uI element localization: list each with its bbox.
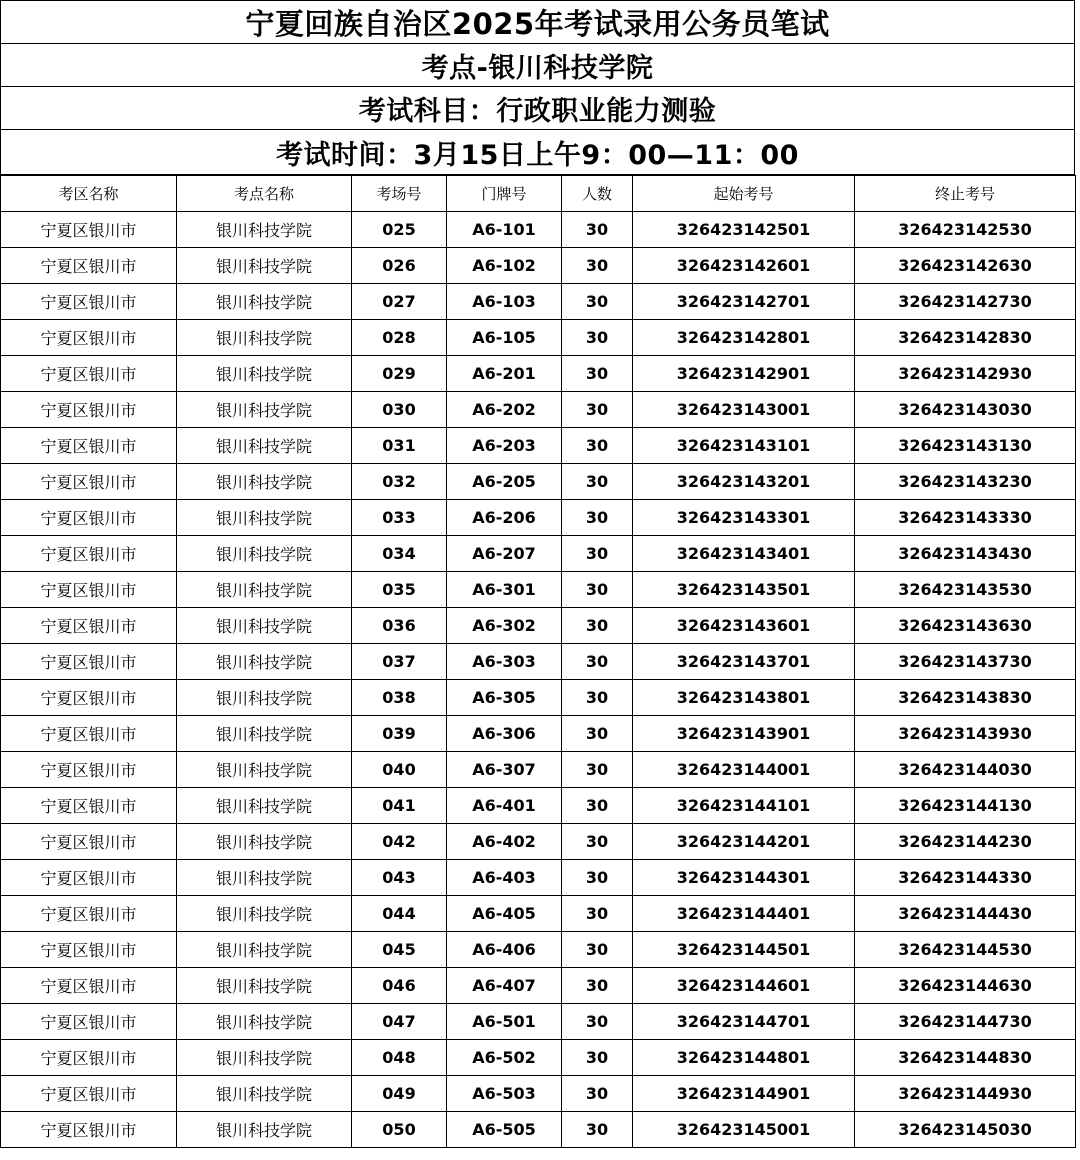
cell-exam-district: 宁夏区银川市 xyxy=(1,464,177,500)
table-row xyxy=(1,536,1076,572)
cell-exam-site: 银川科技学院 xyxy=(177,1004,352,1040)
cell-exam-district: 宁夏区银川市 xyxy=(1,680,177,716)
exam-subject-title: 考试科目：行政职业能力测验 xyxy=(0,87,1075,130)
cell-door-number: A6-503 xyxy=(447,1076,562,1112)
cell-start-number: 326423144701 xyxy=(633,1004,855,1040)
cell-door-number: A6-206 xyxy=(447,500,562,536)
cell-door-number: A6-207 xyxy=(447,536,562,572)
table-row xyxy=(1,788,1076,824)
cell-exam-site: 银川科技学院 xyxy=(177,968,352,1004)
cell-headcount: 30 xyxy=(562,644,633,680)
cell-headcount: 30 xyxy=(562,536,633,572)
cell-headcount: 30 xyxy=(562,1076,633,1112)
cell-exam-district: 宁夏区银川市 xyxy=(1,644,177,680)
cell-door-number: A6-305 xyxy=(447,680,562,716)
cell-room-number: 040 xyxy=(352,752,447,788)
cell-door-number: A6-302 xyxy=(447,608,562,644)
cell-door-number: A6-105 xyxy=(447,320,562,356)
cell-start-number: 326423143501 xyxy=(633,572,855,608)
cell-exam-district: 宁夏区银川市 xyxy=(1,320,177,356)
cell-exam-site: 银川科技学院 xyxy=(177,1076,352,1112)
table-row xyxy=(1,1004,1076,1040)
cell-door-number: A6-505 xyxy=(447,1112,562,1148)
cell-door-number: A6-203 xyxy=(447,428,562,464)
cell-headcount: 30 xyxy=(562,248,633,284)
cell-start-number: 326423142801 xyxy=(633,320,855,356)
cell-door-number: A6-102 xyxy=(447,248,562,284)
cell-room-number: 041 xyxy=(352,788,447,824)
header-start-number: 起始考号 xyxy=(633,176,855,212)
cell-exam-district: 宁夏区银川市 xyxy=(1,392,177,428)
header-room-number: 考场号 xyxy=(352,176,447,212)
table-row xyxy=(1,464,1076,500)
cell-door-number: A6-201 xyxy=(447,356,562,392)
cell-door-number: A6-401 xyxy=(447,788,562,824)
table-row xyxy=(1,500,1076,536)
cell-end-number: 326423144630 xyxy=(855,968,1076,1004)
cell-exam-site: 银川科技学院 xyxy=(177,608,352,644)
cell-headcount: 30 xyxy=(562,428,633,464)
cell-end-number: 326423144030 xyxy=(855,752,1076,788)
exam-room-table xyxy=(0,175,1076,1148)
cell-start-number: 326423145001 xyxy=(633,1112,855,1148)
cell-end-number: 326423142930 xyxy=(855,356,1076,392)
table-row xyxy=(1,932,1076,968)
cell-start-number: 326423143301 xyxy=(633,500,855,536)
cell-exam-site: 银川科技学院 xyxy=(177,392,352,428)
cell-exam-district: 宁夏区银川市 xyxy=(1,752,177,788)
cell-end-number: 326423143430 xyxy=(855,536,1076,572)
cell-room-number: 030 xyxy=(352,392,447,428)
table-row xyxy=(1,428,1076,464)
table-row xyxy=(1,356,1076,392)
cell-start-number: 326423142901 xyxy=(633,356,855,392)
cell-headcount: 30 xyxy=(562,680,633,716)
cell-end-number: 326423143830 xyxy=(855,680,1076,716)
cell-start-number: 326423144501 xyxy=(633,932,855,968)
cell-exam-site: 银川科技学院 xyxy=(177,644,352,680)
cell-start-number: 326423142501 xyxy=(633,212,855,248)
header-exam-site: 考点名称 xyxy=(177,176,352,212)
cell-headcount: 30 xyxy=(562,752,633,788)
cell-room-number: 038 xyxy=(352,680,447,716)
cell-end-number: 326423144230 xyxy=(855,824,1076,860)
cell-exam-district: 宁夏区银川市 xyxy=(1,572,177,608)
table-row xyxy=(1,1112,1076,1148)
cell-headcount: 30 xyxy=(562,284,633,320)
cell-end-number: 326423143530 xyxy=(855,572,1076,608)
cell-end-number: 326423143330 xyxy=(855,500,1076,536)
cell-headcount: 30 xyxy=(562,968,633,1004)
cell-exam-site: 银川科技学院 xyxy=(177,680,352,716)
cell-end-number: 326423144530 xyxy=(855,932,1076,968)
cell-door-number: A6-402 xyxy=(447,824,562,860)
header-end-number: 终止考号 xyxy=(855,176,1076,212)
cell-start-number: 326423143801 xyxy=(633,680,855,716)
cell-exam-district: 宁夏区银川市 xyxy=(1,536,177,572)
cell-door-number: A6-101 xyxy=(447,212,562,248)
table-row xyxy=(1,212,1076,248)
cell-exam-district: 宁夏区银川市 xyxy=(1,212,177,248)
cell-start-number: 326423143201 xyxy=(633,464,855,500)
cell-exam-district: 宁夏区银川市 xyxy=(1,968,177,1004)
table-row xyxy=(1,716,1076,752)
cell-headcount: 30 xyxy=(562,1112,633,1148)
exam-site-title: 考点-银川科技学院 xyxy=(0,44,1075,87)
cell-end-number: 326423144830 xyxy=(855,1040,1076,1076)
cell-exam-site: 银川科技学院 xyxy=(177,860,352,896)
table-header-row xyxy=(1,176,1076,212)
table-row xyxy=(1,752,1076,788)
cell-exam-district: 宁夏区银川市 xyxy=(1,500,177,536)
cell-headcount: 30 xyxy=(562,356,633,392)
cell-exam-site: 银川科技学院 xyxy=(177,896,352,932)
cell-room-number: 047 xyxy=(352,1004,447,1040)
cell-room-number: 026 xyxy=(352,248,447,284)
cell-room-number: 048 xyxy=(352,1040,447,1076)
cell-headcount: 30 xyxy=(562,212,633,248)
cell-exam-site: 银川科技学院 xyxy=(177,356,352,392)
cell-headcount: 30 xyxy=(562,716,633,752)
cell-headcount: 30 xyxy=(562,1040,633,1076)
cell-end-number: 326423142730 xyxy=(855,284,1076,320)
cell-start-number: 326423143901 xyxy=(633,716,855,752)
cell-exam-site: 银川科技学院 xyxy=(177,284,352,320)
cell-exam-district: 宁夏区银川市 xyxy=(1,896,177,932)
cell-room-number: 029 xyxy=(352,356,447,392)
cell-start-number: 326423144401 xyxy=(633,896,855,932)
cell-exam-site: 银川科技学院 xyxy=(177,572,352,608)
table-row xyxy=(1,320,1076,356)
table-row xyxy=(1,644,1076,680)
cell-headcount: 30 xyxy=(562,932,633,968)
cell-exam-district: 宁夏区银川市 xyxy=(1,428,177,464)
cell-room-number: 039 xyxy=(352,716,447,752)
cell-exam-site: 银川科技学院 xyxy=(177,1040,352,1076)
table-row xyxy=(1,680,1076,716)
table-row xyxy=(1,572,1076,608)
cell-room-number: 043 xyxy=(352,860,447,896)
cell-exam-site: 银川科技学院 xyxy=(177,788,352,824)
header-door-number: 门牌号 xyxy=(447,176,562,212)
cell-room-number: 036 xyxy=(352,608,447,644)
cell-exam-site: 银川科技学院 xyxy=(177,536,352,572)
cell-door-number: A6-303 xyxy=(447,644,562,680)
cell-door-number: A6-103 xyxy=(447,284,562,320)
table-row xyxy=(1,284,1076,320)
cell-exam-site: 银川科技学院 xyxy=(177,464,352,500)
cell-end-number: 326423145030 xyxy=(855,1112,1076,1148)
cell-start-number: 326423143101 xyxy=(633,428,855,464)
cell-headcount: 30 xyxy=(562,500,633,536)
cell-end-number: 326423142630 xyxy=(855,248,1076,284)
table-body xyxy=(1,212,1076,1148)
cell-end-number: 326423144330 xyxy=(855,860,1076,896)
cell-end-number: 326423143730 xyxy=(855,644,1076,680)
cell-room-number: 050 xyxy=(352,1112,447,1148)
cell-start-number: 326423143701 xyxy=(633,644,855,680)
cell-room-number: 025 xyxy=(352,212,447,248)
cell-headcount: 30 xyxy=(562,1004,633,1040)
cell-door-number: A6-301 xyxy=(447,572,562,608)
cell-room-number: 046 xyxy=(352,968,447,1004)
cell-headcount: 30 xyxy=(562,392,633,428)
cell-room-number: 031 xyxy=(352,428,447,464)
cell-room-number: 042 xyxy=(352,824,447,860)
cell-exam-district: 宁夏区银川市 xyxy=(1,1112,177,1148)
cell-exam-site: 银川科技学院 xyxy=(177,752,352,788)
cell-door-number: A6-306 xyxy=(447,716,562,752)
table-row xyxy=(1,896,1076,932)
document-title: 宁夏回族自治区2025年考试录用公务员笔试 xyxy=(0,0,1075,44)
table-row xyxy=(1,860,1076,896)
cell-start-number: 326423144101 xyxy=(633,788,855,824)
cell-room-number: 049 xyxy=(352,1076,447,1112)
cell-exam-district: 宁夏区银川市 xyxy=(1,824,177,860)
cell-door-number: A6-502 xyxy=(447,1040,562,1076)
cell-start-number: 326423144201 xyxy=(633,824,855,860)
cell-door-number: A6-406 xyxy=(447,932,562,968)
cell-end-number: 326423142530 xyxy=(855,212,1076,248)
cell-exam-site: 银川科技学院 xyxy=(177,320,352,356)
cell-end-number: 326423144730 xyxy=(855,1004,1076,1040)
table-row xyxy=(1,1040,1076,1076)
table-row xyxy=(1,608,1076,644)
cell-door-number: A6-405 xyxy=(447,896,562,932)
cell-exam-site: 银川科技学院 xyxy=(177,248,352,284)
cell-room-number: 035 xyxy=(352,572,447,608)
cell-exam-site: 银川科技学院 xyxy=(177,500,352,536)
cell-room-number: 027 xyxy=(352,284,447,320)
cell-exam-site: 银川科技学院 xyxy=(177,932,352,968)
cell-room-number: 034 xyxy=(352,536,447,572)
cell-end-number: 326423143630 xyxy=(855,608,1076,644)
cell-door-number: A6-403 xyxy=(447,860,562,896)
cell-door-number: A6-501 xyxy=(447,1004,562,1040)
table-row xyxy=(1,248,1076,284)
cell-start-number: 326423142701 xyxy=(633,284,855,320)
cell-headcount: 30 xyxy=(562,788,633,824)
cell-room-number: 037 xyxy=(352,644,447,680)
cell-exam-district: 宁夏区银川市 xyxy=(1,1076,177,1112)
cell-exam-district: 宁夏区银川市 xyxy=(1,788,177,824)
cell-exam-district: 宁夏区银川市 xyxy=(1,356,177,392)
cell-headcount: 30 xyxy=(562,464,633,500)
cell-door-number: A6-202 xyxy=(447,392,562,428)
cell-exam-district: 宁夏区银川市 xyxy=(1,608,177,644)
cell-end-number: 326423143230 xyxy=(855,464,1076,500)
cell-start-number: 326423144001 xyxy=(633,752,855,788)
cell-headcount: 30 xyxy=(562,320,633,356)
header-headcount: 人数 xyxy=(562,176,633,212)
cell-room-number: 045 xyxy=(352,932,447,968)
cell-exam-site: 银川科技学院 xyxy=(177,824,352,860)
cell-end-number: 326423143030 xyxy=(855,392,1076,428)
cell-exam-site: 银川科技学院 xyxy=(177,428,352,464)
exam-time-title: 考试时间：3月15日上午9：00—11：00 xyxy=(0,130,1075,175)
cell-door-number: A6-307 xyxy=(447,752,562,788)
cell-exam-district: 宁夏区银川市 xyxy=(1,716,177,752)
cell-end-number: 326423144930 xyxy=(855,1076,1076,1112)
cell-start-number: 326423144901 xyxy=(633,1076,855,1112)
cell-exam-district: 宁夏区银川市 xyxy=(1,284,177,320)
cell-start-number: 326423144801 xyxy=(633,1040,855,1076)
cell-end-number: 326423143130 xyxy=(855,428,1076,464)
cell-start-number: 326423144601 xyxy=(633,968,855,1004)
cell-exam-district: 宁夏区银川市 xyxy=(1,1040,177,1076)
cell-start-number: 326423144301 xyxy=(633,860,855,896)
table-row xyxy=(1,968,1076,1004)
cell-end-number: 326423142830 xyxy=(855,320,1076,356)
cell-exam-site: 银川科技学院 xyxy=(177,716,352,752)
cell-end-number: 326423143930 xyxy=(855,716,1076,752)
cell-exam-district: 宁夏区银川市 xyxy=(1,932,177,968)
cell-room-number: 044 xyxy=(352,896,447,932)
cell-door-number: A6-407 xyxy=(447,968,562,1004)
cell-headcount: 30 xyxy=(562,824,633,860)
cell-room-number: 032 xyxy=(352,464,447,500)
table-row xyxy=(1,1076,1076,1112)
table-row xyxy=(1,824,1076,860)
cell-headcount: 30 xyxy=(562,608,633,644)
cell-door-number: A6-205 xyxy=(447,464,562,500)
header-exam-district: 考区名称 xyxy=(1,176,177,212)
cell-exam-site: 银川科技学院 xyxy=(177,1112,352,1148)
cell-exam-district: 宁夏区银川市 xyxy=(1,860,177,896)
cell-start-number: 326423143401 xyxy=(633,536,855,572)
cell-exam-district: 宁夏区银川市 xyxy=(1,1004,177,1040)
cell-end-number: 326423144130 xyxy=(855,788,1076,824)
cell-headcount: 30 xyxy=(562,860,633,896)
table-row xyxy=(1,392,1076,428)
cell-headcount: 30 xyxy=(562,572,633,608)
cell-room-number: 028 xyxy=(352,320,447,356)
cell-end-number: 326423144430 xyxy=(855,896,1076,932)
cell-room-number: 033 xyxy=(352,500,447,536)
cell-start-number: 326423143601 xyxy=(633,608,855,644)
cell-start-number: 326423142601 xyxy=(633,248,855,284)
cell-start-number: 326423143001 xyxy=(633,392,855,428)
cell-exam-site: 银川科技学院 xyxy=(177,212,352,248)
cell-exam-district: 宁夏区银川市 xyxy=(1,248,177,284)
cell-headcount: 30 xyxy=(562,896,633,932)
